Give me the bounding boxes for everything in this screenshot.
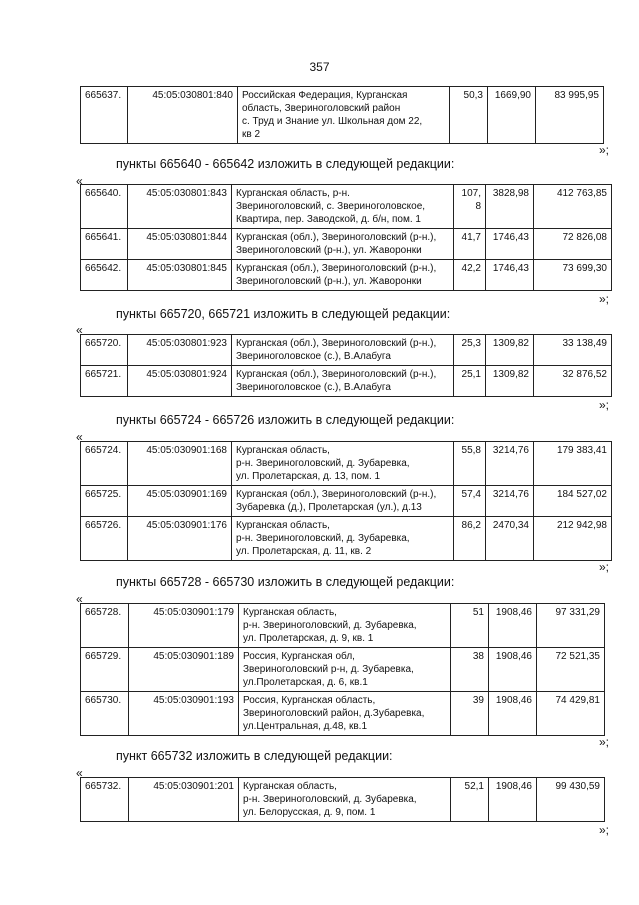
address-line: Курганская (обл.), Звериноголовский (р-н.), xyxy=(236,489,437,500)
address-line: Звериноголовское (с.), В.Алабуга xyxy=(236,382,391,393)
address-line: Курганская область, р-н. xyxy=(236,188,350,199)
item-number-cell: 665721. xyxy=(81,366,128,397)
address-line: Курганская область, xyxy=(236,520,330,531)
item-number-cell: 665726. xyxy=(81,517,128,561)
address-line: Курганская (обл.), Звериноголовский (р-н.), xyxy=(236,263,437,274)
address-line: Курганская область, xyxy=(236,445,330,456)
address-line: Курганская (обл.), Звериноголовский (р-н.), xyxy=(236,338,437,349)
area-line: 55,8 xyxy=(461,445,481,456)
area-cell xyxy=(454,335,486,366)
price-per-sqm-cell: 1669,90 xyxy=(488,87,536,144)
open-quote: « xyxy=(76,323,83,337)
close-quote: »; xyxy=(598,292,609,306)
price-per-sqm-cell: 1746,43 xyxy=(486,229,534,260)
area-line: 8 xyxy=(475,201,481,212)
price-per-sqm-cell: 1908,46 xyxy=(489,692,537,736)
item-number-cell: 665725. xyxy=(81,486,128,517)
address-line: Квартира, пер. Заводской, д. б/н, пом. 1 xyxy=(236,214,421,225)
property-table xyxy=(80,86,604,144)
item-number-cell: 665642. xyxy=(81,260,128,291)
address-line: Курганская (обл.), Звериноголовский (р-н.), xyxy=(236,369,437,380)
area-cell xyxy=(451,604,489,648)
table-row xyxy=(81,604,605,648)
address-line: р-н. Звериноголовский, д. Зубаревка, xyxy=(243,794,417,805)
cadastral-value-cell: 179 383,41 xyxy=(534,442,612,486)
address-line: Россия, Курганская обл, xyxy=(243,651,355,662)
table-row xyxy=(81,229,612,260)
close-quote: »; xyxy=(598,143,609,157)
table-row xyxy=(81,692,605,736)
address-line: ул. Белорусская, д. 9, пом. 1 xyxy=(243,807,376,818)
table-row xyxy=(81,87,604,144)
address-cell xyxy=(238,87,450,144)
cadastral-value-cell: 99 430,59 xyxy=(537,778,605,822)
address-cell xyxy=(239,778,451,822)
item-number-cell: 665637. xyxy=(81,87,128,144)
address-line: ул. Пролетарская, д. 9, кв. 1 xyxy=(243,633,374,644)
area-cell xyxy=(454,366,486,397)
page-number: 357 xyxy=(309,60,330,74)
price-per-sqm-cell: 1908,46 xyxy=(489,648,537,692)
area-line: 25,3 xyxy=(461,338,481,349)
table-row xyxy=(81,517,612,561)
area-line: 25,1 xyxy=(461,369,481,380)
item-number-cell: 665728. xyxy=(81,604,129,648)
area-cell xyxy=(454,260,486,291)
item-number-cell: 665724. xyxy=(81,442,128,486)
table-row xyxy=(81,648,605,692)
area-cell xyxy=(451,692,489,736)
cadastral-value-cell: 73 699,30 xyxy=(534,260,612,291)
close-quote: »; xyxy=(598,398,609,412)
table-row xyxy=(81,442,612,486)
close-quote: »; xyxy=(598,735,609,749)
close-quote: »; xyxy=(598,560,609,574)
address-line: с. Труд и Знание ул. Школьная дом 22, xyxy=(242,116,423,127)
address-line: Звериноголовский район, д.Зубаревка, xyxy=(243,708,425,719)
price-per-sqm-cell: 1309,82 xyxy=(486,366,534,397)
table-row xyxy=(81,260,612,291)
price-per-sqm-cell: 3214,76 xyxy=(486,486,534,517)
cadastral-value-cell: 72 521,35 xyxy=(537,648,605,692)
cadastral-value-cell: 72 826,08 xyxy=(534,229,612,260)
area-cell xyxy=(454,517,486,561)
area-cell xyxy=(454,486,486,517)
table-row xyxy=(81,335,612,366)
address-line: р-н. Звериноголовский, д. Зубаревка, xyxy=(236,458,410,469)
address-line: ул. Пролетарская, д. 11, кв. 2 xyxy=(236,546,372,557)
item-number-cell: 665640. xyxy=(81,185,128,229)
area-line: 38 xyxy=(472,651,484,662)
address-cell xyxy=(232,442,454,486)
address-cell xyxy=(232,517,454,561)
table-row xyxy=(81,778,605,822)
price-per-sqm-cell: 2470,34 xyxy=(486,517,534,561)
address-cell xyxy=(239,648,451,692)
open-quote: « xyxy=(76,592,83,606)
address-line: Звериноголовский (р-н.), ул. Жаворонки xyxy=(236,245,422,256)
area-cell xyxy=(454,229,486,260)
cadastral-number-cell: 45:05:030801:924 xyxy=(128,366,232,397)
section-heading: пункты 665720, 665721 изложить в следующей редакции: xyxy=(116,307,451,321)
cadastral-number-cell: 45:05:030901:189 xyxy=(129,648,239,692)
cadastral-number-cell: 45:05:030901:168 xyxy=(128,442,232,486)
cadastral-number-cell: 45:05:030901:169 xyxy=(128,486,232,517)
area-cell xyxy=(454,185,486,229)
cadastral-value-cell: 212 942,98 xyxy=(534,517,612,561)
cadastral-number-cell: 45:05:030801:845 xyxy=(128,260,232,291)
cadastral-value-cell: 33 138,49 xyxy=(534,335,612,366)
cadastral-number-cell: 45:05:030901:179 xyxy=(129,604,239,648)
area-line: 39 xyxy=(472,695,484,706)
table-row xyxy=(81,486,612,517)
address-cell xyxy=(232,335,454,366)
cadastral-number-cell: 45:05:030901:176 xyxy=(128,517,232,561)
address-cell xyxy=(239,604,451,648)
address-line: Звериноголовский р-н, д. Зубаревка, xyxy=(243,664,414,675)
address-line: ул.Центральная, д.48, кв.1 xyxy=(243,721,367,732)
address-cell xyxy=(232,366,454,397)
address-line: кв 2 xyxy=(242,129,261,140)
address-line: Звериноголовский (р-н.), ул. Жаворонки xyxy=(236,276,422,287)
area-cell xyxy=(454,442,486,486)
area-line: 42,2 xyxy=(461,263,481,274)
table-row xyxy=(81,185,612,229)
cadastral-number-cell: 45:05:030901:193 xyxy=(129,692,239,736)
address-cell xyxy=(232,229,454,260)
section-heading: пункты 665728 - 665730 изложить в следующей редакции: xyxy=(116,575,455,589)
price-per-sqm-cell: 1309,82 xyxy=(486,335,534,366)
address-line: ул.Пролетарская, д. 6, кв.1 xyxy=(243,677,368,688)
address-cell xyxy=(232,260,454,291)
area-line: 52,1 xyxy=(464,781,484,792)
price-per-sqm-cell: 1908,46 xyxy=(489,778,537,822)
cadastral-value-cell: 184 527,02 xyxy=(534,486,612,517)
cadastral-value-cell: 83 995,95 xyxy=(536,87,604,144)
item-number-cell: 665732. xyxy=(81,778,129,822)
property-table xyxy=(80,334,612,397)
address-line: Курганская область, xyxy=(243,781,337,792)
close-quote: »; xyxy=(598,823,609,837)
address-line: Курганская область, xyxy=(243,607,337,618)
cadastral-number-cell: 45:05:030901:201 xyxy=(129,778,239,822)
cadastral-value-cell: 97 331,29 xyxy=(537,604,605,648)
cadastral-number-cell: 45:05:030801:844 xyxy=(128,229,232,260)
section-heading: пункты 665640 - 665642 изложить в следующей редакции: xyxy=(116,157,455,171)
price-per-sqm-cell: 3214,76 xyxy=(486,442,534,486)
property-table xyxy=(80,777,605,822)
cadastral-number-cell: 45:05:030801:843 xyxy=(128,185,232,229)
price-per-sqm-cell: 3828,98 xyxy=(486,185,534,229)
area-line: 50,3 xyxy=(463,90,483,101)
cadastral-value-cell: 74 429,81 xyxy=(537,692,605,736)
open-quote: « xyxy=(76,766,83,780)
area-line: 57,4 xyxy=(461,489,481,500)
address-cell xyxy=(232,486,454,517)
section-heading: пункт 665732 изложить в следующей редакции: xyxy=(116,749,393,763)
area-line: 41,7 xyxy=(461,232,481,243)
address-line: р-н. Звериноголовский, д. Зубаревка, xyxy=(243,620,417,631)
price-per-sqm-cell: 1746,43 xyxy=(486,260,534,291)
open-quote: « xyxy=(76,430,83,444)
area-line: 51 xyxy=(472,607,484,618)
property-table xyxy=(80,441,612,561)
cadastral-value-cell: 412 763,85 xyxy=(534,185,612,229)
item-number-cell: 665641. xyxy=(81,229,128,260)
area-cell xyxy=(450,87,488,144)
property-table xyxy=(80,603,605,736)
address-cell xyxy=(239,692,451,736)
cadastral-number-cell: 45:05:030801:840 xyxy=(128,87,238,144)
price-per-sqm-cell: 1908,46 xyxy=(489,604,537,648)
cadastral-value-cell: 32 876,52 xyxy=(534,366,612,397)
table-row xyxy=(81,366,612,397)
section-heading: пункты 665724 - 665726 изложить в следующей редакции: xyxy=(116,413,455,427)
address-line: Россия, Курганская область, xyxy=(243,695,376,706)
address-line: Российская Федерация, Курганская xyxy=(242,90,408,101)
address-line: область, Звериноголовский район xyxy=(242,103,401,114)
address-line: Звериноголовское (с.), В.Алабуга xyxy=(236,351,391,362)
cadastral-number-cell: 45:05:030801:923 xyxy=(128,335,232,366)
item-number-cell: 665720. xyxy=(81,335,128,366)
area-cell xyxy=(451,648,489,692)
address-line: Звериноголовский, с. Звериноголовское, xyxy=(236,201,426,212)
address-line: ул. Пролетарская, д. 13, пом. 1 xyxy=(236,471,381,482)
address-line: Курганская (обл.), Звериноголовский (р-н.), xyxy=(236,232,437,243)
area-line: 86,2 xyxy=(461,520,481,531)
address-line: Зубаревка (д.), Пролетарская (ул.), д.13 xyxy=(236,502,422,513)
address-line: р-н. Звериноголовский, д. Зубаревка, xyxy=(236,533,410,544)
property-table xyxy=(80,184,612,291)
area-line: 107, xyxy=(461,188,481,199)
open-quote: « xyxy=(76,174,83,188)
item-number-cell: 665729. xyxy=(81,648,129,692)
address-cell xyxy=(232,185,454,229)
item-number-cell: 665730. xyxy=(81,692,129,736)
area-cell xyxy=(451,778,489,822)
